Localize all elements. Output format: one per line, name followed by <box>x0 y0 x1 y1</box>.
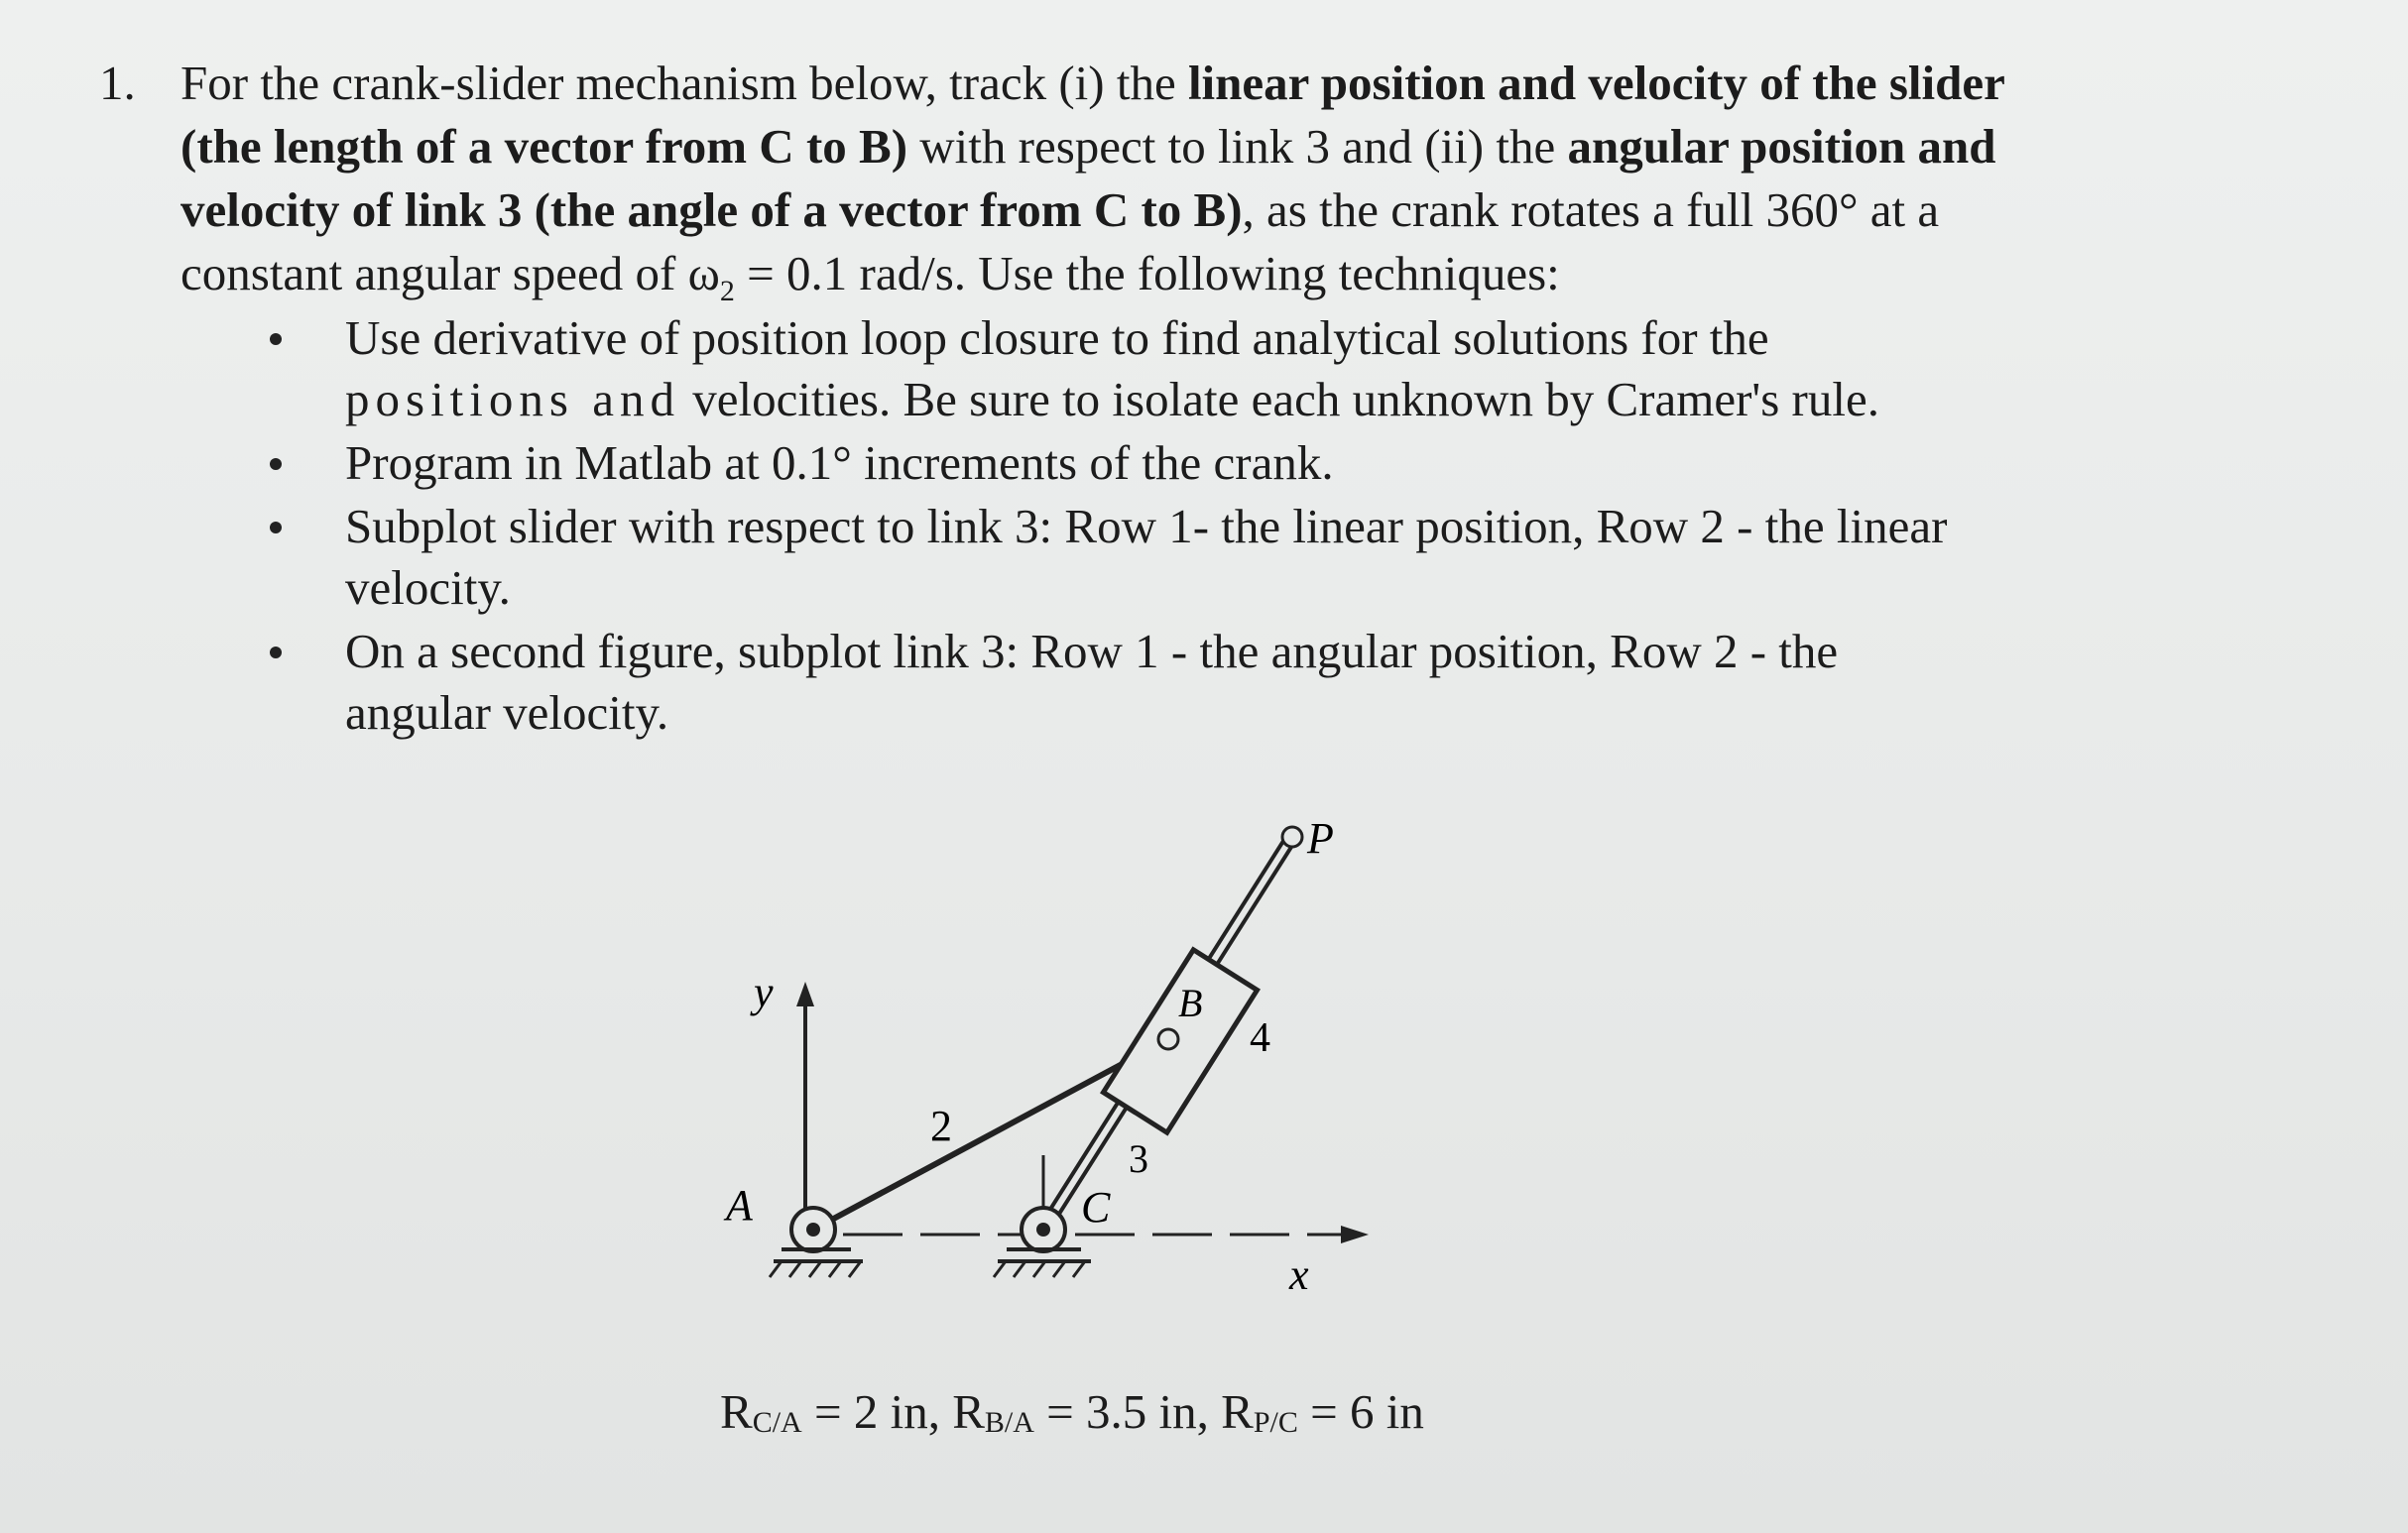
label-p: P <box>1307 814 1334 863</box>
pin-b <box>1158 1029 1178 1049</box>
ground-pivot-a <box>770 1208 863 1277</box>
problem-line2-a: (the length of a vector from C to B) <box>181 119 908 174</box>
label-b: B <box>1178 981 1203 1025</box>
label-2: 2 <box>930 1102 952 1150</box>
bullet-icon <box>270 458 282 470</box>
y-axis-arrow-icon <box>796 982 814 1006</box>
label-a: A <box>726 1181 753 1230</box>
r-ca-subscript: C/A <box>752 1406 802 1439</box>
list-item <box>270 432 2154 494</box>
r-ba-subscript: B/A <box>984 1406 1034 1439</box>
bullet-3-line2: velocity. <box>345 560 511 615</box>
list-item <box>270 307 2154 430</box>
bullet-4-line2: angular velocity. <box>345 685 669 740</box>
problem-line2-b: with respect to link 3 and (ii) the <box>907 119 1568 174</box>
bullet-4-line1: On a second figure, subplot link 3: Row 1 - the angular position, Row 2 - the <box>345 624 1839 678</box>
label-4: 4 <box>1250 1015 1270 1061</box>
r-pc-symbol: R <box>1221 1384 1254 1439</box>
r-pc-subscript: P/C <box>1253 1406 1298 1439</box>
problem-text <box>181 52 2263 323</box>
problem-line2-c: angular position and <box>1567 119 1996 174</box>
link-2-crank <box>813 1039 1168 1230</box>
bullet-1-spaced: positions and <box>345 372 680 426</box>
omega-symbol: ω <box>687 246 720 300</box>
technique-list <box>270 307 2154 746</box>
r-ba-value: = 3.5 in, <box>1033 1384 1222 1439</box>
omega-subscript: 2 <box>719 274 735 307</box>
bullet-icon <box>270 522 282 533</box>
bullet-icon <box>270 333 282 345</box>
link-lengths <box>720 1380 1424 1451</box>
r-pc-value: = 6 in <box>1297 1384 1424 1439</box>
x-axis-arrow-icon <box>1341 1226 1369 1243</box>
r-ca-value: = 2 in, <box>801 1384 953 1439</box>
point-p-marker <box>1282 827 1302 847</box>
list-item <box>270 496 2154 619</box>
ground-pivot-c <box>994 1208 1091 1277</box>
problem-line3-a: velocity of link 3 (the angle of a vector from C to B) <box>181 182 1243 237</box>
list-item <box>270 621 2154 744</box>
problem-line3-b: , as the crank rotates a full 360° at a <box>1242 182 1940 237</box>
problem-line4-a: constant angular speed of <box>181 246 688 300</box>
bullet-1-line1: Use derivative of position loop closure to find analytical solutions for the <box>345 310 1769 365</box>
slider-block <box>1103 950 1257 1132</box>
mechanism-diagram <box>674 813 1369 1329</box>
problem-number: 1. <box>99 56 136 110</box>
problem-line1-b: linear position and velocity of the slider <box>1187 56 2005 110</box>
bullet-3-line1: Subplot slider with respect to link 3: Row 1- the linear position, Row 2 - the linear <box>345 499 1948 553</box>
problem-line4-b: = 0.1 rad/s. Use the following techniques: <box>734 246 1560 300</box>
label-y: y <box>754 968 774 1016</box>
bullet-icon <box>270 647 282 658</box>
label-3: 3 <box>1129 1136 1148 1181</box>
bullet-1-line2: velocities. Be sure to isolate each unknown by Cramer's rule. <box>679 372 1879 426</box>
r-ba-symbol: R <box>952 1384 985 1439</box>
label-x: x <box>1289 1250 1309 1299</box>
r-ca-symbol: R <box>720 1384 753 1439</box>
label-c: C <box>1081 1183 1111 1232</box>
problem-line1-a: For the crank-slider mechanism below, track (i) the <box>181 56 1188 110</box>
bullet-2-line1: Program in Matlab at 0.1° increments of the crank. <box>345 435 1334 490</box>
